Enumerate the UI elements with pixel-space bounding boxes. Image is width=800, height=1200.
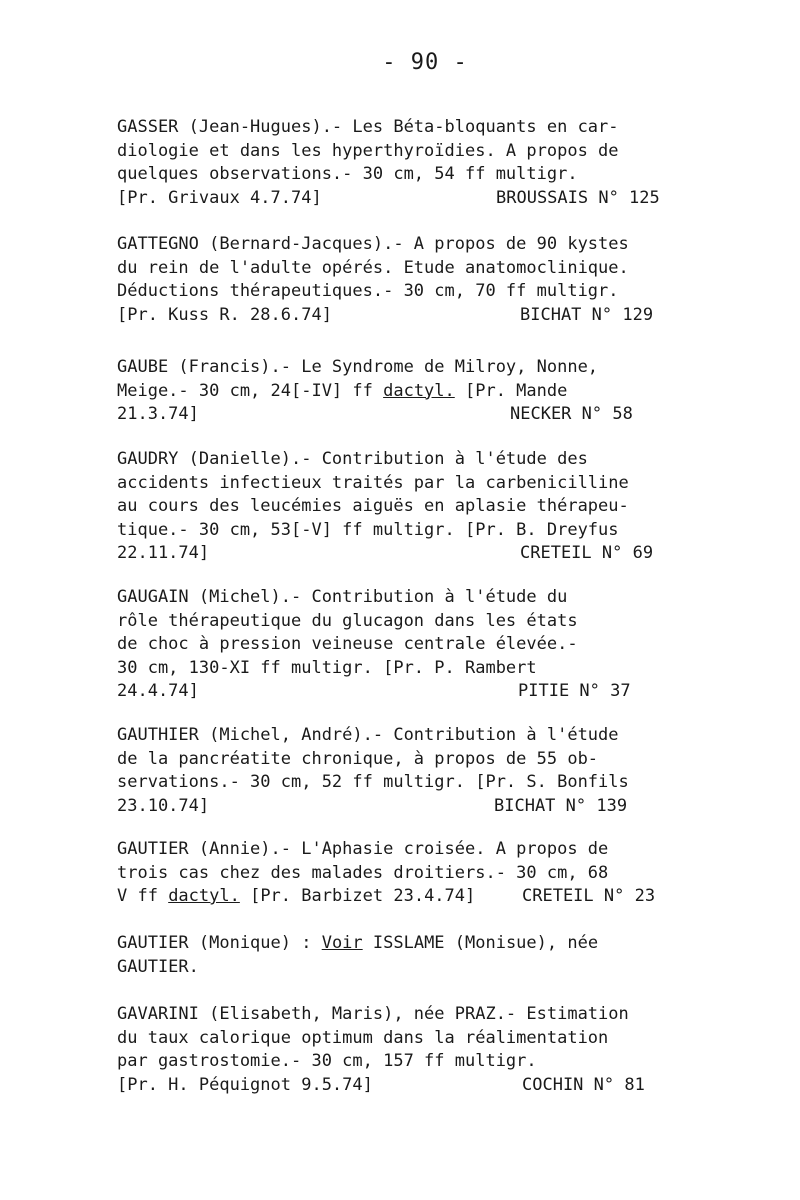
entry-advisor: 21.3.74] [117,404,199,424]
entry-last-line [117,542,654,566]
entry-line: au cours des leucémies aiguës en aplasie thérapeu- [117,496,629,516]
entry-last-line [117,1074,645,1098]
entry-location: BROUSSAIS N° 125 [496,187,660,208]
entry-gattegno [117,233,654,327]
entry-last-line [117,680,631,704]
entry-line: Déductions thérapeutiques.- 30 cm, 70 ff multigr. [117,281,619,301]
entry-line: GAVARINI (Elisabeth, Maris), née PRAZ.- Estimation [117,1004,629,1024]
entry-line: de choc à pression veineuse centrale élevée.- [117,634,578,654]
entry-line: diologie et dans les hyperthyroïdies. A propos de [117,140,619,161]
see-reference: Voir [321,933,363,953]
entry-gaudry [117,448,654,566]
entry-gautier-annie [117,838,656,909]
entry-location: CRETEIL N° 69 [520,543,654,563]
entry-line: trois cas chez des malades droitiers.- 30 cm, 68 [117,862,609,883]
entry-last-line [117,304,654,328]
entry-line: GAUGAIN (Michel).- Contribution à l'étude du [117,587,568,607]
entry-gautier-monique [117,932,598,979]
entry-gavarini [117,1003,645,1097]
entry-line: de la pancréatite chronique, à propos de 55 ob- [117,748,599,769]
entry-last-line [117,885,656,909]
entry-line: du rein de l'adulte opérés. Etude anatomoclinique. [117,257,629,278]
entry-gasser [117,116,660,210]
entry-line: accidents infectieux traités par la carbenicilline [117,472,629,493]
entry-line: GAUTIER. [117,956,199,977]
entry-location: NECKER N° 58 [510,404,633,424]
entry-location: CRETEIL N° 23 [522,886,656,906]
entry-line: servations.- 30 cm, 52 ff multigr. [Pr. S. Bonfils [117,772,629,792]
entry-location: BICHAT N° 139 [494,795,628,816]
entry-advisor: [Pr. H. Péquignot 9.5.74] [117,1074,373,1095]
entry-last-line [117,795,629,819]
entry-line: Meige.- 30 cm, 24[-IV] ff dactyl. [Pr. Mande [117,380,568,401]
entry-location: BICHAT N° 129 [520,304,654,325]
entry-advisor: 24.4.74] [117,681,199,701]
entry-advisor: [Pr. Kuss R. 28.6.74] [117,304,332,325]
page-number: - 90 - [382,50,468,75]
entry-last-line [117,403,633,427]
entry-line: GAUDRY (Danielle).- Contribution à l'étude des [117,449,588,469]
entry-line: 30 cm, 130-XI ff multigr. [Pr. P. Rambert [117,657,537,678]
entry-advisor: V ff dactyl. [Pr. Barbizet 23.4.74] [117,886,476,906]
entry-line: GAUTIER (Annie).- L'Aphasie croisée. A propos de [117,839,609,859]
entry-last-line [117,187,660,211]
entry-advisor: [Pr. Grivaux 4.7.74] [117,187,322,208]
entry-advisor: 22.11.74] [117,543,210,563]
entry-line: du taux calorique optimum dans la réalimentation [117,1027,609,1048]
entry-line: GASSER (Jean-Hugues).- Les Béta-bloquants en car- [117,117,619,137]
entry-gaugain [117,586,631,704]
entry-gaube [117,356,633,427]
entry-line: rôle thérapeutique du glucagon dans les états [117,610,578,631]
entry-line: tique.- 30 cm, 53[-V] ff multigr. [Pr. B. Dreyfus [117,519,619,540]
entry-advisor: 23.10.74] [117,795,210,816]
entry-gauthier [117,724,629,818]
entry-location: PITIE N° 37 [518,681,631,701]
entry-line: GATTEGNO (Bernard-Jacques).- A propos de 90 kystes [117,234,629,254]
entry-line: GAUTIER (Monique) : Voir ISSLAME (Monisue), née [117,933,599,953]
entry-location: COCHIN N° 81 [522,1074,645,1095]
entry-line: quelques observations.- 30 cm, 54 ff multigr. [117,164,578,184]
entry-line: GAUBE (Francis).- Le Syndrome de Milroy, Nonne, [117,357,599,377]
entry-line: par gastrostomie.- 30 cm, 157 ff multigr. [117,1051,537,1071]
entry-line: GAUTHIER (Michel, André).- Contribution à l'étude [117,725,619,745]
